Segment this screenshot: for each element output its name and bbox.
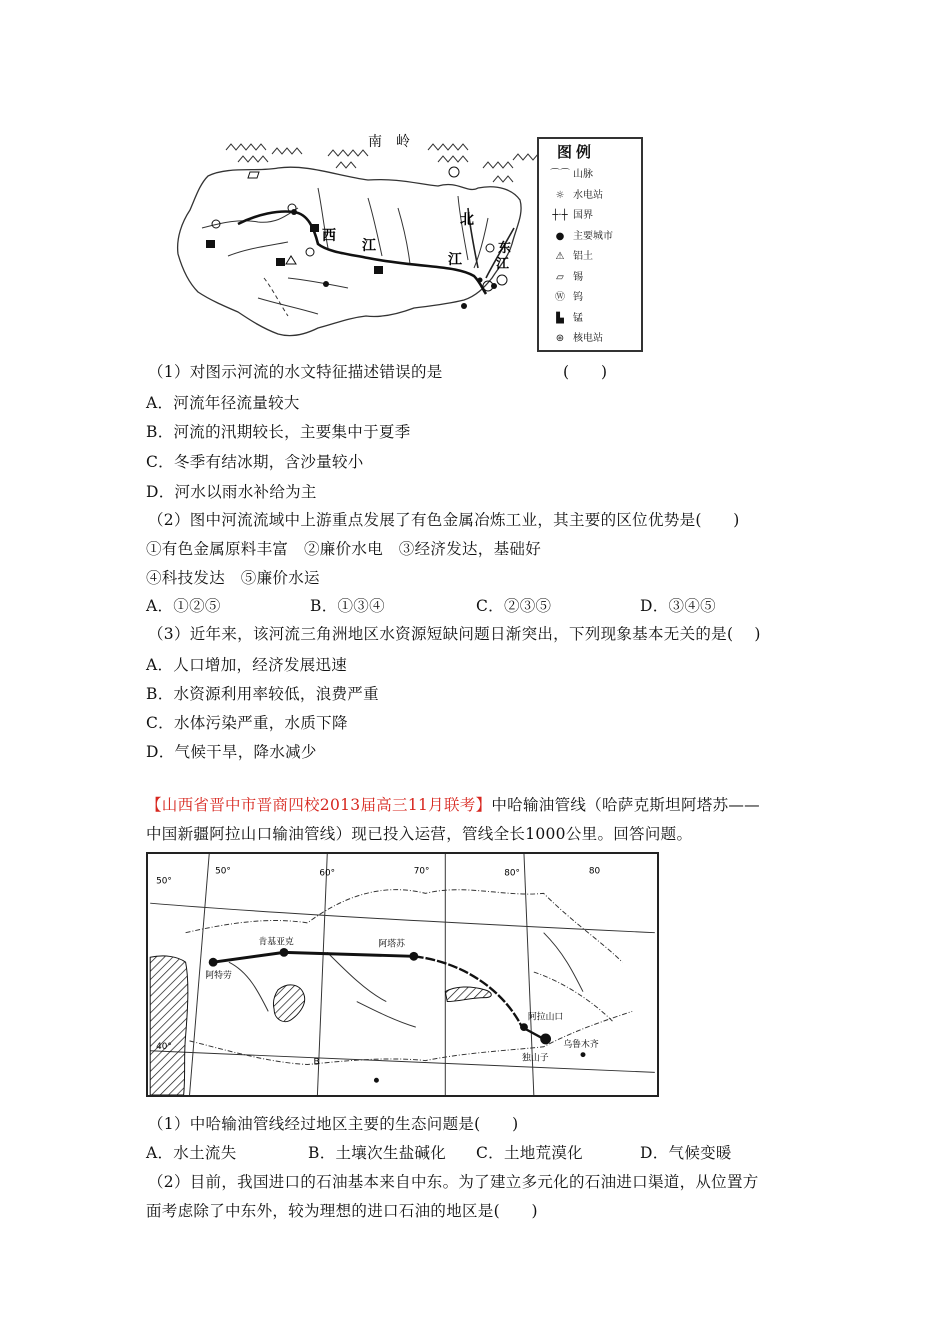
q1-option-a: A．河流年径流量较大	[146, 394, 300, 412]
label-wulumuqi: 乌鲁木齐	[563, 1039, 599, 1050]
q5-line1: （2）目前，我国进口的石油基本来自中东。为了建立多元化的石油进口渠道，从位置方	[148, 1173, 759, 1191]
legend-item-label: 核电站	[573, 333, 603, 344]
q2-option-d: D．③④⑤	[640, 597, 716, 615]
q3-stem: （3）近年来，该河流三角洲地区水资源短缺问题日渐突出，下列现象基本无关的是( )	[148, 625, 761, 643]
lon-70: 70°	[413, 866, 430, 877]
manganese-icon: ▙	[556, 312, 564, 324]
legend-item	[547, 227, 613, 242]
legend-item	[547, 268, 583, 283]
q4-option-d: D．气候变暖	[640, 1144, 732, 1162]
section2-intro1: 中哈输油管线（哈萨克斯坦阿塔苏——	[491, 796, 760, 814]
map-legend	[537, 137, 643, 352]
q2-choices-2: ④科技发达 ⑤廉价水运	[146, 569, 320, 587]
label-b: B	[313, 1057, 320, 1068]
q2-option-c: C．②③⑤	[476, 597, 552, 615]
legend-item	[547, 288, 583, 303]
pipeline-kenjiyake-atasu	[284, 952, 414, 956]
legend-item-label: 山脉	[573, 169, 593, 180]
lon-80-right: 80	[588, 866, 601, 877]
q3-option-b: B．水资源利用率较低，浪费严重	[146, 685, 379, 703]
legend-title: 图例	[557, 143, 596, 161]
legend-item	[547, 186, 603, 201]
label-dushanzi: 独山子	[522, 1053, 549, 1064]
q1-option-d: D．河水以雨水补给为主	[146, 483, 317, 501]
section2-intro2: 中国新疆阿拉山口输油管线）现已投入运营，管线全长1000公里。回答问题。	[146, 825, 693, 843]
q3-option-a: A．人口增加，经济发展迅速	[146, 656, 348, 674]
q1-option-c: C．冬季有结冰期，含沙量较小	[146, 453, 364, 471]
q3-option-d: D．气候干旱，降水减少	[146, 743, 317, 761]
q1-option-b: B．河流的汛期较长，主要集中于夏季	[146, 423, 411, 441]
pipeline-atelao-kenjiyake	[213, 952, 284, 962]
legend-item-label: 水电站	[573, 189, 603, 201]
q3-option-c: C．水体污染严重，水质下降	[146, 714, 348, 732]
label-kenjiyake: 肯基亚克	[258, 937, 294, 948]
caspian-sea	[150, 956, 188, 1095]
section2-intro-line1	[146, 793, 760, 815]
aral-sea	[273, 985, 304, 1022]
q5-line2: 面考虑除了中东外，较为理想的进口石油的地区是( )	[146, 1202, 538, 1220]
q2-option-a: A．①②⑤	[146, 597, 221, 615]
q4-stem: （1）中哈输油管线经过地区主要的生态问题是( )	[148, 1115, 519, 1133]
nuclear-icon: ⊛	[555, 333, 565, 344]
q2-choices-1: ①有色金属原料丰富 ②廉价水电 ③经济发达，基础好	[146, 540, 542, 558]
lon-50: 50°	[215, 866, 231, 877]
legend-item-label: 锰	[573, 312, 583, 324]
label-atasu: 阿塔苏	[378, 939, 405, 950]
legend-item	[547, 165, 593, 180]
legend-item	[547, 309, 583, 324]
label-atelao: 阿特劳	[205, 970, 232, 981]
label-alashankou: 阿拉山口	[527, 1012, 564, 1023]
q4-option-a: A．水土流失	[146, 1144, 237, 1162]
lat-50: 50°	[156, 876, 172, 887]
legend-item-label: 钨	[573, 292, 583, 303]
label-bei: 北	[460, 212, 474, 228]
pipeline-map	[146, 852, 659, 1097]
legend-item-label: 铝土	[573, 251, 593, 262]
basin-outline	[178, 167, 521, 335]
section2-source: 【山西省晋中市晋商四校2013届高三11月联考】	[146, 796, 492, 814]
lon-80: 80°	[504, 868, 520, 879]
label-jiang2: 江	[448, 252, 462, 268]
q1-stem: （1）对图示河流的水文特征描述错误的是	[148, 363, 443, 381]
label-jiang3: 江	[496, 257, 510, 272]
q2-stem: （2）图中河流流域中上游重点发展了有色金属冶炼工业，其主要的区位优势是( )	[148, 511, 740, 529]
q4-option-c: C．土地荒漠化	[476, 1144, 583, 1162]
q4-option-b: B．土壤次生盐碱化	[308, 1144, 447, 1162]
bauxite-icon: ⚠	[555, 251, 565, 262]
lon-60: 60°	[319, 868, 336, 879]
label-jiang1: 江	[362, 238, 376, 254]
lat-40: 40°	[156, 1041, 172, 1052]
label-dong: 东	[498, 241, 512, 256]
national-border	[264, 278, 288, 316]
legend-item	[547, 247, 593, 262]
lake-balkhash	[445, 987, 491, 1002]
legend-item	[547, 329, 603, 344]
q1-bracket: ( )	[563, 363, 608, 381]
border-icon: ┼·┼	[552, 210, 568, 221]
legend-item-label: 锡	[573, 271, 583, 283]
legend-item-label: 主要城市	[573, 230, 613, 242]
q2-option-b: B．①③④	[310, 597, 385, 615]
mountain-icon: ⌒⌒	[550, 169, 570, 180]
tungsten-icon: Ⓦ	[555, 292, 565, 303]
city-dot-icon: ●	[555, 230, 565, 242]
label-xi: 西	[322, 228, 336, 244]
legend-item	[547, 206, 593, 221]
tin-icon: ▱	[556, 271, 564, 283]
label-nanling: 南 岭	[368, 134, 410, 150]
hydropower-icon: ☼	[555, 189, 565, 201]
legend-item-label: 国界	[573, 210, 593, 221]
